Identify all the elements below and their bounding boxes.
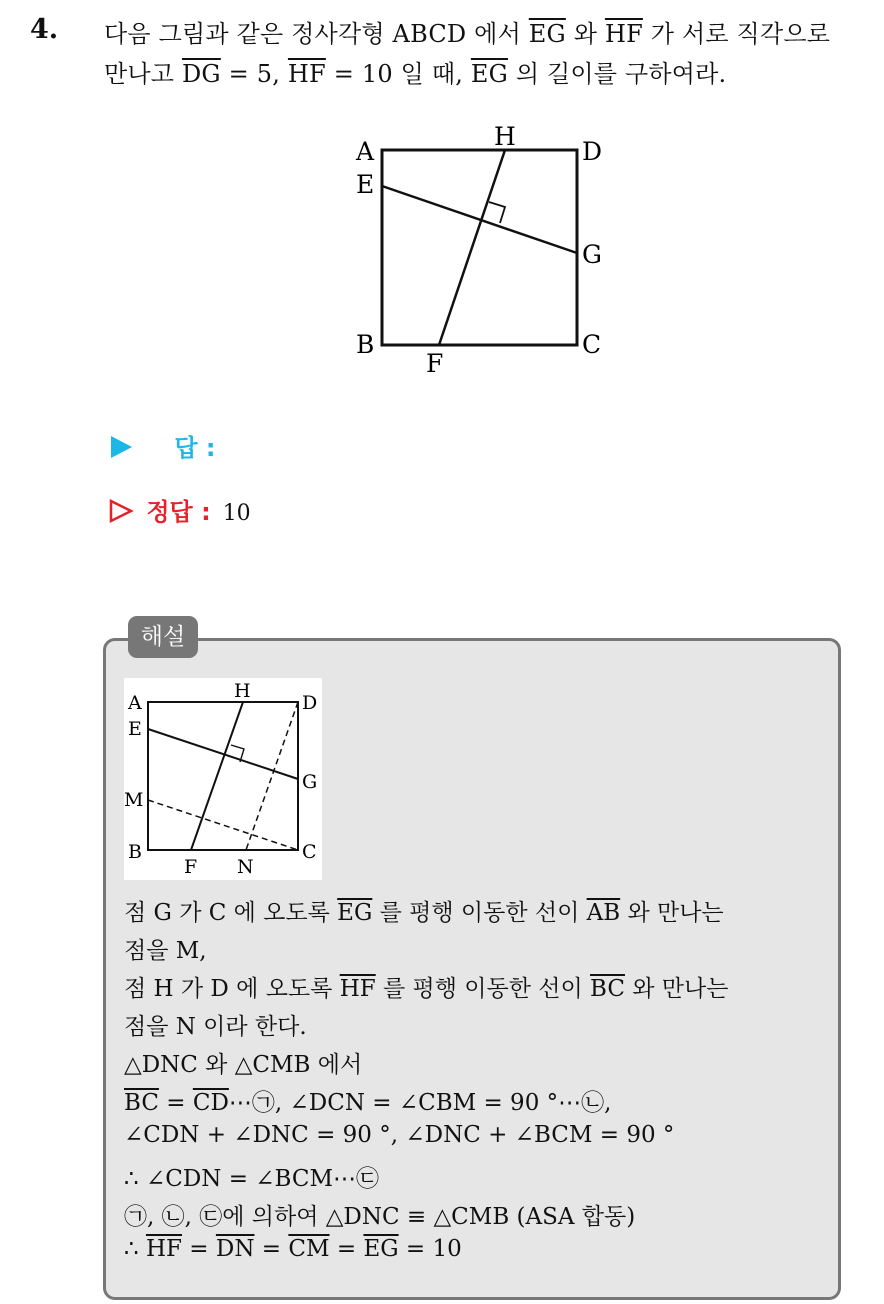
explanation-line-1: [124, 894, 724, 927]
explanation-line-2: 점을 M,: [124, 938, 207, 964]
segment-hf: $\overline{HF}$: [604, 20, 643, 48]
correct-answer-row: [108, 492, 251, 527]
explanation-line-7: ∠CDN + ∠DNC = 90 °, ∠DNC + ∠BCM = 90 °: [124, 1122, 675, 1148]
segment-cm: $\overline{CM}$: [288, 1236, 330, 1262]
label-h: H: [494, 122, 516, 151]
segment-eg: $\overline{EG}$: [363, 1236, 399, 1262]
correct-label: 정답 :: [146, 498, 211, 526]
label-b: B: [356, 330, 375, 359]
segment-hf-line: [439, 150, 505, 345]
explanation-line-10: [124, 1236, 462, 1262]
label-f: F: [426, 349, 444, 378]
ex-text: 점 H 가 D 에 오도록: [124, 976, 340, 1002]
label-c: C: [582, 330, 602, 359]
label-e: E: [356, 170, 375, 199]
question-line-1: [104, 14, 830, 49]
ex-text: 를 평행 이동한 선이: [375, 976, 591, 1002]
ex-text: 를 평행 이동한 선이: [372, 900, 587, 926]
explanation-line-9: ㉠, ㉡, ㉢에 의하여 △DNC ≡ △CMB (ASA 합동): [124, 1204, 636, 1230]
ex-text: 와 만나는: [620, 900, 724, 926]
label-n-small: N: [237, 856, 254, 878]
right-angle-mark: [489, 202, 505, 223]
ex-text: =: [254, 1236, 289, 1262]
q2-text: 의 길이를 구하여라.: [508, 60, 727, 88]
label-g-small: G: [302, 771, 318, 793]
explanation-line-5: △DNC 와 △CMB 에서: [124, 1052, 363, 1078]
segment-hf: $\overline{HF}$: [145, 1236, 182, 1262]
segment-eg-line: [382, 186, 577, 253]
segment-dn: $\overline{DN}$: [215, 1236, 255, 1262]
ex-text: 와 만나는: [624, 976, 729, 1002]
segment-dg: $\overline{DG}$: [181, 60, 221, 88]
label-e-small: E: [128, 718, 142, 740]
label-d-small: D: [302, 692, 318, 714]
label-a: A: [356, 137, 375, 166]
answer-label: 답 :: [174, 434, 216, 462]
label-m-small: M: [124, 789, 144, 811]
answer-row: [108, 428, 216, 463]
segment-hf: $\overline{HF}$: [339, 976, 376, 1002]
label-b-small: B: [128, 841, 142, 863]
segment-bc: $\overline{BC}$: [124, 1090, 159, 1116]
square-figure: [340, 110, 630, 390]
segment-ab: $\overline{AB}$: [586, 900, 621, 926]
ex-text: =: [329, 1236, 364, 1262]
label-g: G: [582, 240, 602, 269]
label-a-small: A: [128, 692, 142, 714]
label-h-small: H: [234, 680, 251, 702]
segment-bc: $\overline{BC}$: [590, 976, 625, 1002]
square-abcd: [382, 150, 577, 345]
ex-text: =: [158, 1090, 193, 1116]
question-number: 4.: [30, 14, 59, 45]
q2-text: 만나고: [104, 60, 182, 88]
explanation-figure: [124, 678, 322, 880]
label-d: D: [582, 137, 603, 166]
q1-text: 와: [565, 20, 605, 48]
outline-triangle-icon: [108, 498, 134, 524]
correct-value: 10: [222, 501, 251, 526]
label-f-small: F: [184, 856, 198, 878]
q2-text: = 10 일 때,: [325, 60, 471, 88]
question-line-2: [104, 54, 726, 89]
segment-cd: $\overline{CD}$: [192, 1090, 229, 1116]
segment-eg: $\overline{EG}$: [470, 60, 508, 88]
explanation-line-3: [124, 970, 728, 1003]
filled-triangle-icon: [108, 434, 134, 460]
ex-text: =: [181, 1236, 216, 1262]
explanation-line-6: [124, 1084, 611, 1117]
segment-eg: $\overline{EG}$: [528, 20, 566, 48]
q2-text: = 5,: [220, 60, 288, 88]
label-c-small: C: [302, 841, 317, 863]
ex-text: ⋯㉠, ∠DCN = ∠CBM = 90 °⋯㉡,: [228, 1090, 612, 1116]
explanation-line-8: ∴ ∠CDN = ∠BCM⋯㉢: [124, 1166, 380, 1192]
q1-text: 가 서로 직각으로: [642, 20, 831, 48]
ex-text: = 10: [398, 1236, 462, 1262]
explanation-tag: 해설: [128, 616, 198, 658]
ex-text: ∴: [124, 1236, 146, 1262]
q1-text: 다음 그림과 같은 정사각형 ABCD 에서: [104, 20, 529, 48]
segment-hf: $\overline{HF}$: [287, 60, 326, 88]
segment-eg: $\overline{EG}$: [337, 900, 373, 926]
ex-text: 점 G 가 C 에 오도록: [124, 900, 338, 926]
explanation-line-4: 점을 N 이라 한다.: [124, 1014, 307, 1040]
